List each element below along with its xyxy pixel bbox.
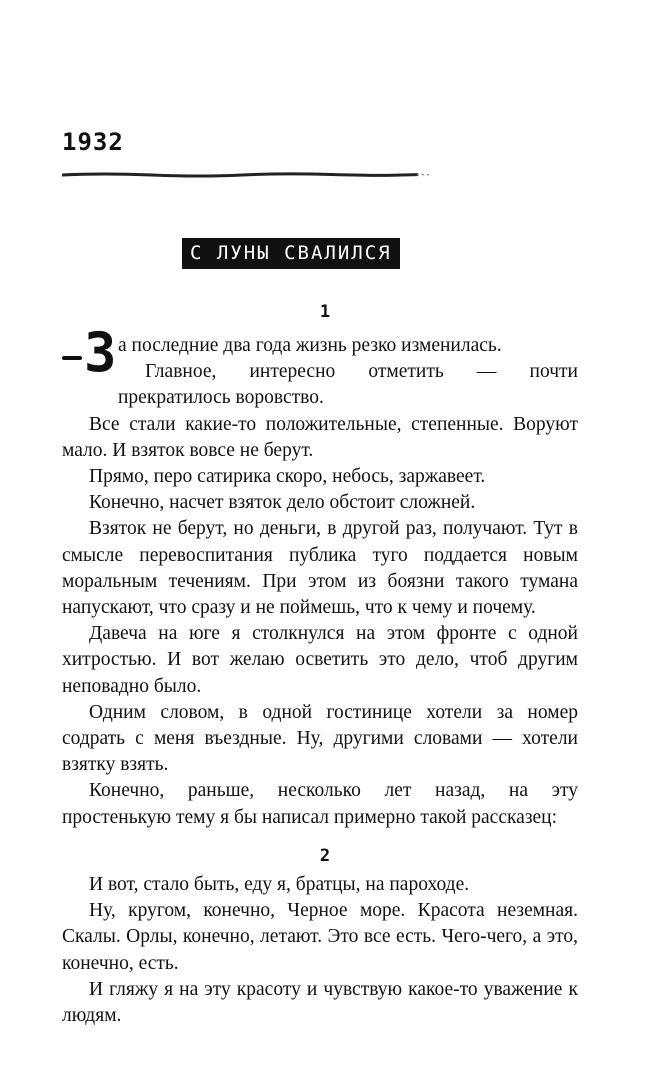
paragraph [62,321,578,384]
paragraph: Конечно, раньше, несколько лет назад, на эту простенькую тему я бы написал примерно такой рассказец: [62,780,578,828]
paragraph: Главное, интересно отметить — почти прекратилось воровство. [118,361,578,409]
drop-cap [62,321,117,387]
paragraph: Прямо, перо сатирика скоро, небось, заржавеет. [89,466,486,488]
section-1-text [62,321,578,831]
section-number-2: 2 [319,846,331,866]
paragraph: Все стали какие-то положительные, степенные. Воруют мало. И взяток вовсе не берут. [62,413,578,461]
story-title: С ЛУНЫ СВАЛИЛСЯ [182,238,400,269]
drop-cap-letter: З [84,321,117,384]
decorative-rule [62,170,432,180]
section-number-1: 1 [319,302,331,322]
paragraph: Взяток не берут, но деньги, в другой раз, получают. Тут в смысле перевоспитания публика туго поддается новым моральным течениям. При этом из боязни такого тумана напускают, что сразу и не поймешь, что к чему и почему. [62,518,578,619]
drop-cap-ornament [62,356,82,360]
paragraph: Давеча на юге я столкнулся на этом фронте с одной хитростью. И вот желаю осветить это дело, чтоб другим неповадно было. [62,623,578,697]
paragraph: И вот, стало быть, еду я, братцы, на пароходе. [89,874,470,895]
paragraph: Одним словом, в одной гостинице хотели за номер содрать с меня въездные. Ну, другими словами — хотели взятку взять. [62,701,578,776]
section-2-text [62,872,578,1029]
chapter-year: 1932 [62,128,124,156]
paragraph: И гляжу я на эту красоту и чувствую какое-то уважение к людям. [62,978,578,1027]
paragraph: Конечно, насчет взяток дело обстоит сложней. [89,492,476,514]
paragraph-text: а последние два года жизнь резко изменилась. [118,335,502,356]
paragraph: Ну, кругом, конечно, Черное море. Красота неземная. Скалы. Орлы, конечно, летают. Это все есть. Чего-чего, а это, конечно, есть. [62,900,578,974]
